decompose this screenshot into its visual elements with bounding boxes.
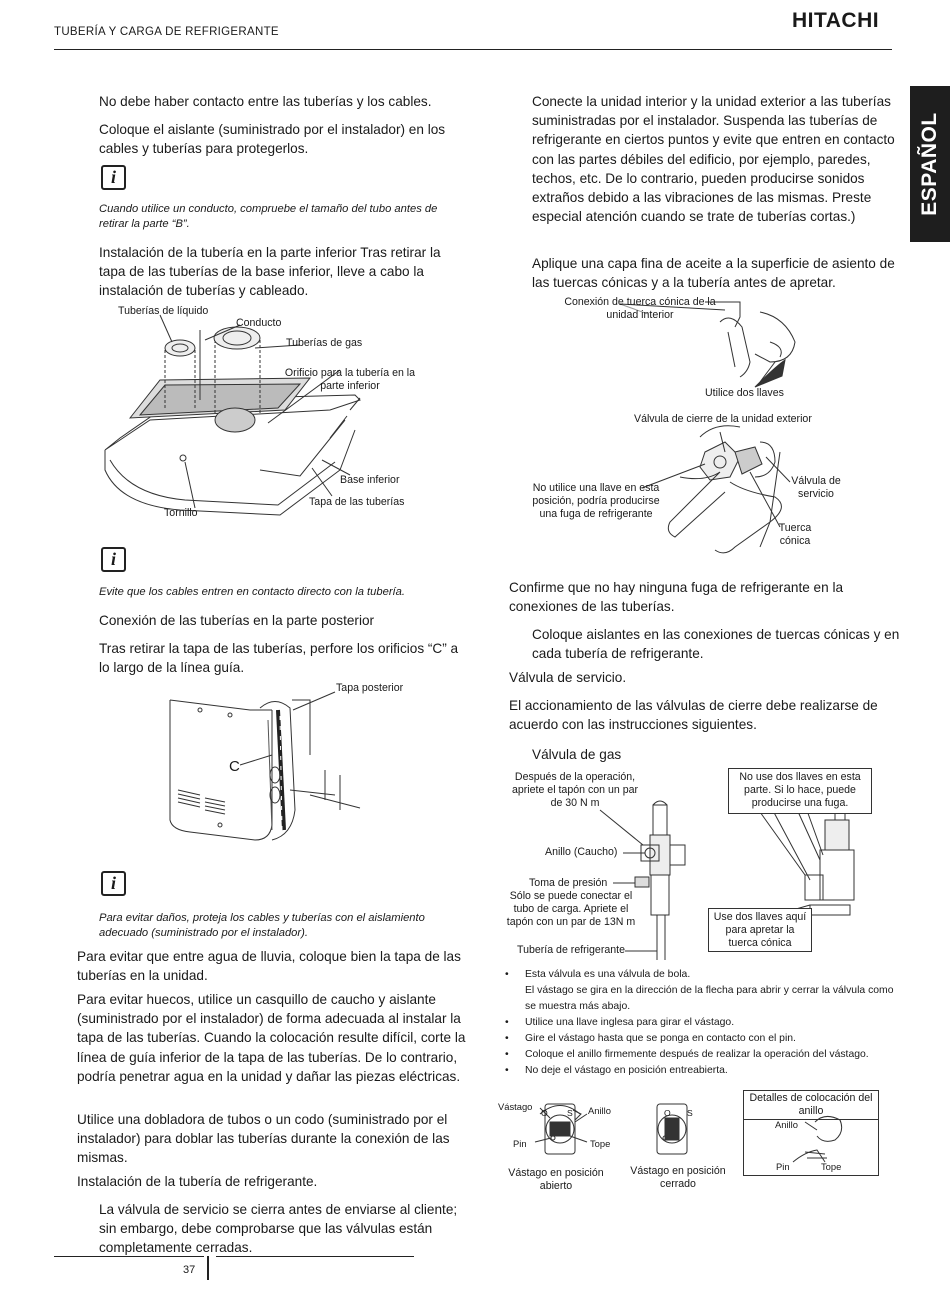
label-two-wrenches: Utilice dos llaves xyxy=(705,387,784,399)
label-pressure-port: Toma de presión xyxy=(529,877,608,889)
left-paragraph-3: Instalación de la tubería en la parte inferior Tras retirar la tapa de las tuberías de la base inferior, lleve a cabo la instalación de tuberías y cableado. xyxy=(99,245,441,299)
footer-rule xyxy=(54,1256,204,1257)
label-stop: Tope xyxy=(590,1138,611,1149)
callout-use-two-wrenches: Use dos llaves aquí para apretar la tuerca cónica xyxy=(708,908,812,952)
label-no-wrench: No utilice una llave en esta posición, podría producirse una fuga de refrigerante xyxy=(532,482,660,520)
label-liquid-pipes: Tuberías de líquido xyxy=(118,305,209,317)
right-paragraph-6: El accionamiento de las válvulas de cierre debe realizarse de acuerdo con las instrucciones siguientes. xyxy=(509,698,878,733)
language-tab-label: ESPAÑOL xyxy=(918,112,941,216)
label-s: S xyxy=(567,1108,573,1118)
right-paragraph-2: Aplique una capa fina de aceite a la superficie de asiento de las tuercas cónicas y a la tubería antes de apretar. xyxy=(532,256,895,291)
left-paragraph-5: Tras retirar la tapa de las tuberías, perfore los orificios “C” a lo largo de la línea guía. xyxy=(99,641,459,676)
label-ring: Anillo xyxy=(588,1105,611,1116)
right-paragraph-4: Coloque aislantes en las conexiones de tuercas cónicas y en cada tubería de refrigerante. xyxy=(532,627,900,662)
label-flare-nut: Tuerca cónica xyxy=(778,522,812,547)
left-paragraph-6: Para evitar que entre agua de lluvia, coloque bien la tapa de las tuberías en la unidad. xyxy=(77,949,461,984)
bullet-text: Coloque el anillo firmemente después de realizar la operación del vástago. xyxy=(525,1049,869,1060)
label-ring-detail: Anillo xyxy=(775,1119,798,1130)
label-refrigerant-pipe: Tubería de refrigerante xyxy=(517,944,625,956)
label-base: Base inferior xyxy=(340,474,400,486)
left-paragraph-8: Utilice una dobladora de tubos o un codo (suministrado por el instalador) para doblar las tuberías durante la conexión de las mismas. xyxy=(77,1112,450,1166)
label-gas-pipes: Tuberías de gas xyxy=(286,337,363,349)
label-bottom-hole: Orificio para la tubería en la parte inferior xyxy=(284,367,416,392)
label-stop-detail: Tope xyxy=(821,1161,842,1172)
label-stem: Vástago xyxy=(498,1101,533,1112)
page-number: 37 xyxy=(183,1264,196,1276)
note-cables: Evite que los cables entren en contacto directo con la tubería. xyxy=(99,586,405,598)
right-paragraph-3: Confirme que no hay ninguna fuga de refrigerante en la conexiones de las tuberías. xyxy=(509,580,844,615)
left-paragraph-4: Conexión de las tuberías en la parte posterior xyxy=(99,613,375,628)
right-paragraph-1: Conecte la unidad interior y la unidad exterior a las tuberías suministradas por el instalador. Suspenda las tuberías de refrigerante en ciertos puntos y evite que entren en contacto con las partes débiles del edificio, por ejemplo, paredes, techos, etc. De lo contrario, pueden producirse sonidos extraños debido a las vibraciones de las mismas. Preste especial atención cuando se trate de tuberías cortas.) xyxy=(532,94,895,225)
left-paragraph-1: No debe haber contacto entre las tuberías y los cables. xyxy=(99,94,432,109)
label-ring-rubber: Anillo (Caucho) xyxy=(545,846,618,858)
left-paragraph-10: La válvula de servicio se cierra antes de enviarse al cliente; sin embargo, debe comprobarse que las válvulas están completamente cerradas. xyxy=(99,1202,458,1256)
right-paragraph-7: Válvula de gas xyxy=(532,747,622,762)
ring-details-title: Detalles de colocación del anillo xyxy=(744,1092,878,1120)
caption-stem-open: Vástago en posición abierto xyxy=(508,1167,604,1192)
label-pin: Pin xyxy=(513,1138,527,1149)
info-icon: i xyxy=(101,165,126,190)
footer-rule xyxy=(216,1256,414,1257)
caption-stem-closed: Vástago en posición cerrado xyxy=(630,1165,726,1190)
info-icon: i xyxy=(101,871,126,896)
label-conduit: Conducto xyxy=(236,317,282,329)
brand-logo: HITACHI xyxy=(792,9,880,32)
bullet-text: El vástago se gira en la dirección de la flecha para abrir y cerrar la válvula como se muestra más abajo. xyxy=(525,985,894,1012)
bottom-piping-figure xyxy=(100,300,470,530)
label-o: O xyxy=(541,1108,548,1118)
note-conduit: Cuando utilice un conducto, compruebe el tamaño del tubo antes de retirar la parte “B”. xyxy=(99,203,438,230)
label-hole-c: C xyxy=(229,758,240,775)
bullet-text: Esta válvula es una válvula de bola. xyxy=(525,969,691,980)
bullet-text: No deje el vástago en posición entreabierta. xyxy=(525,1065,728,1076)
label-service-valve: Válvula de servicio xyxy=(791,475,841,500)
bullet-marker: • xyxy=(505,1017,509,1028)
bullet-marker: • xyxy=(505,969,509,980)
note-protect: Para evitar daños, proteja los cables y tuberías con el aislamiento adecuado (suministrado por el instalador). xyxy=(99,912,425,939)
label-s-closed: S xyxy=(687,1108,693,1118)
left-paragraph-9: Instalación de la tubería de refrigerante. xyxy=(77,1174,318,1189)
label-indoor-flare: Conexión de tuerca cónica de la unidad interior xyxy=(564,296,716,321)
bullet-marker: • xyxy=(505,1033,509,1044)
bullet-text: Gire el vástago hasta que se ponga en contacto con el pin. xyxy=(525,1033,796,1044)
bullet-marker: • xyxy=(505,1065,509,1076)
label-rear-cover: Tapa posterior xyxy=(336,682,404,694)
label-screw: Tornillo xyxy=(164,507,198,519)
left-paragraph-7: Para evitar huecos, utilice un casquillo de caucho y aislante (suministrado por el instalador) de forma adecuada al instalar la tapa de las tuberías. Cuando la colocación resulte difícil, corte la línea de guía inferior de la tapa de las tuberías. De lo contrario, podría penetrar agua en la unidad y dañar las piezas eléctricas. xyxy=(77,992,466,1084)
language-tab xyxy=(910,86,950,242)
label-pipe-cover: Tapa de las tuberías xyxy=(309,496,405,508)
warning-no-two-wrenches: No use dos llaves en esta parte. Si lo hace, puede producirse una fuga. xyxy=(728,768,872,814)
label-charge-note: Sólo se puede conectar el tubo de carga. Apriete el tapón con un par de 13N m xyxy=(506,890,636,928)
label-stop-valve: Válvula de cierre de la unidad exterior xyxy=(634,413,812,425)
section-title: TUBERÍA Y CARGA DE REFRIGERANTE xyxy=(54,26,279,38)
label-o-closed: O xyxy=(664,1108,671,1118)
left-paragraph-2: Coloque el aislante (suministrado por el instalador) en los cables y tuberías para protegerlos. xyxy=(99,122,446,157)
bullet-text: Utilice una llave inglesa para girar el vástago. xyxy=(525,1017,735,1028)
label-pin-detail: Pin xyxy=(776,1161,790,1172)
bullet-marker: • xyxy=(505,1049,509,1060)
footer-divider xyxy=(207,1256,209,1280)
rear-piping-figure xyxy=(160,680,420,850)
info-icon: i xyxy=(101,547,126,572)
label-after-operation: Después de la operación, apriete el tapón con un par de 30 N m xyxy=(511,771,639,809)
right-paragraph-5: Válvula de servicio. xyxy=(509,670,627,685)
header-rule xyxy=(54,49,892,50)
